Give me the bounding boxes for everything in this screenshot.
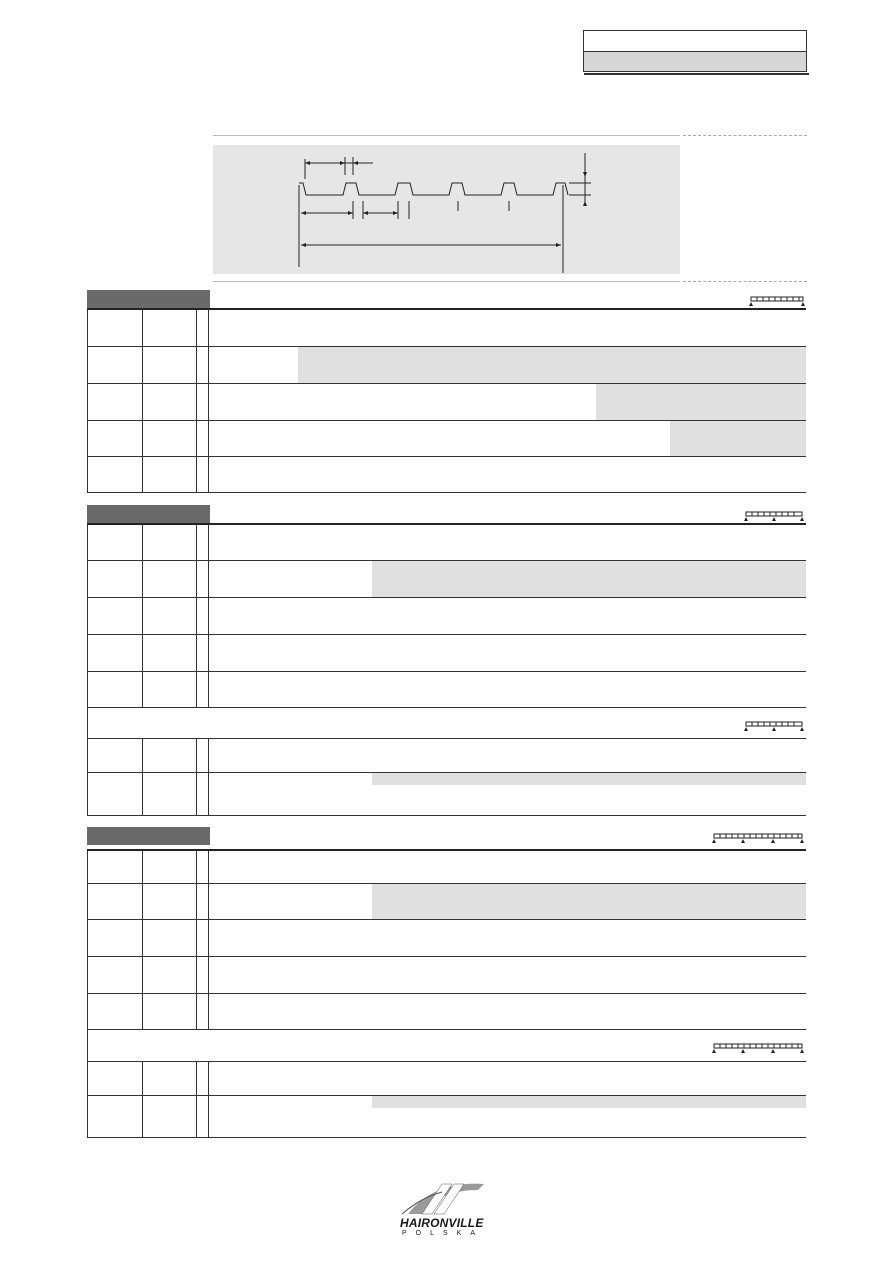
section-2-col-divider (142, 739, 143, 816)
section-3-bottom-rule (87, 1137, 806, 1138)
header-title-box (583, 30, 807, 72)
section-3-subheader-rule (87, 1029, 806, 1030)
section-3-row-divider (87, 993, 806, 994)
haironville-logo (398, 1180, 490, 1240)
header-subtitle-band (584, 51, 806, 71)
section-2-col-divider (208, 524, 209, 707)
section-2-header-bar (87, 505, 210, 523)
section-3-shade-row-2 (372, 884, 806, 919)
section-1-shade-row-3 (596, 384, 806, 420)
section-1-row-divider (87, 383, 806, 384)
section-3-col-divider (142, 851, 143, 1029)
section-2-col-divider (208, 739, 209, 816)
double-span-beam-icon (742, 509, 806, 528)
section-1-top-rule (87, 308, 806, 310)
top-separator (213, 135, 680, 136)
section-2-row-divider (87, 772, 806, 773)
section-3-top-rule (87, 849, 806, 851)
profile-drawing (213, 145, 680, 274)
section-1-bottom-rule (87, 492, 806, 493)
section-2-row-divider (87, 671, 806, 672)
section-3-col-divider (196, 1062, 197, 1138)
section-1-col-divider (196, 309, 197, 493)
logo-mark-icon (398, 1180, 490, 1216)
section-2-row-divider (87, 634, 806, 635)
section-3-shade-subrow (372, 1096, 806, 1108)
section-3-row-divider (87, 919, 806, 920)
section-1-col-divider (208, 309, 209, 493)
diagram-bottom-separator (213, 281, 680, 282)
section-2-row-divider (87, 597, 806, 598)
section-3-row-divider (87, 1095, 806, 1096)
section-3-col-divider (142, 1062, 143, 1138)
section-3-col-divider (208, 1062, 209, 1138)
section-1-row-divider (87, 456, 806, 457)
profile-cross-section-diagram (213, 145, 680, 274)
section-3-row-divider (87, 883, 806, 884)
section-1-shade-row-4 (670, 421, 806, 456)
section-1-row-divider (87, 420, 806, 421)
section-1-shade-row-2 (298, 347, 806, 383)
top-dashed-separator (683, 135, 807, 136)
double-span-beam-icon-alt (742, 719, 806, 738)
section-2-top-rule (87, 523, 806, 525)
section-2-subheader-rule (87, 707, 806, 708)
section-2-bottom-rule (87, 815, 806, 816)
section-3-col-edge (87, 851, 88, 1138)
section-1-header-bar (87, 290, 210, 308)
section-1-row-divider (87, 346, 806, 347)
triple-span-beam-icon (710, 831, 806, 850)
logo-brand-sub: POLSKA (402, 1230, 485, 1237)
section-3-col-divider (196, 851, 197, 1029)
section-3-row-divider (87, 1061, 806, 1062)
section-1-col-edge (87, 309, 88, 493)
section-2-row-divider (87, 738, 806, 739)
triple-span-beam-icon-alt (710, 1041, 806, 1060)
section-2-shade-subrow (372, 773, 806, 785)
section-2-col-divider (196, 739, 197, 816)
section-2-shade-row-2 (372, 561, 806, 597)
section-3-header-bar (87, 827, 210, 845)
single-span-beam-icon (748, 294, 806, 313)
section-2-col-divider (196, 524, 197, 707)
diagram-dashed-separator (683, 281, 807, 282)
section-3-row-divider (87, 956, 806, 957)
section-3-col-divider (208, 851, 209, 1029)
section-2-row-divider (87, 560, 806, 561)
logo-brand-name: HAIRONVILLE (400, 1216, 484, 1230)
section-1-col-divider (142, 309, 143, 493)
section-2-col-edge (87, 524, 88, 816)
section-2-col-divider (142, 524, 143, 707)
